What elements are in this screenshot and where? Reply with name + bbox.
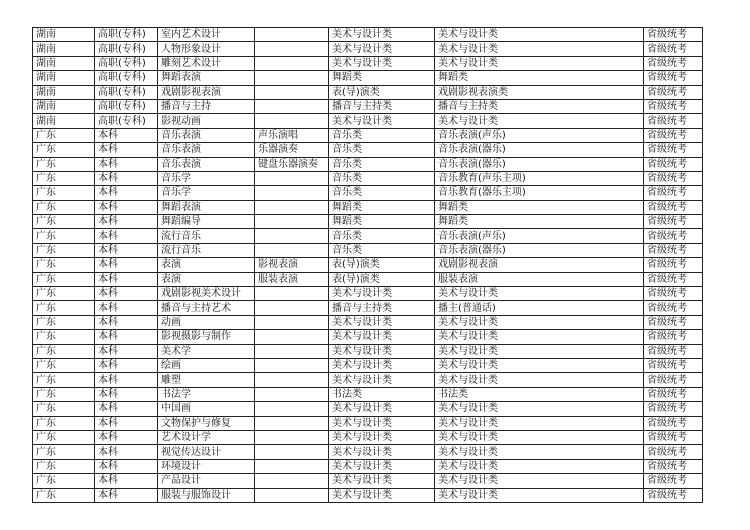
table-row xyxy=(33,143,703,157)
direction-cell xyxy=(255,330,329,344)
exam-type-cell: 省级统考 xyxy=(644,330,703,344)
province-cell: 广东 xyxy=(33,186,95,200)
table-row xyxy=(33,330,703,344)
exam-category-cell: 美术与设计类 xyxy=(435,114,644,128)
direction-cell xyxy=(255,229,329,243)
province-cell: 湖南 xyxy=(33,28,95,42)
major-cell: 音乐表演 xyxy=(158,128,255,142)
table-row xyxy=(33,215,703,229)
category-cell: 美术与设计类 xyxy=(329,28,435,42)
province-cell: 广东 xyxy=(33,229,95,243)
level-cell: 高职(专科) xyxy=(95,99,158,113)
table-row xyxy=(33,474,703,488)
exam-type-cell: 省级统考 xyxy=(644,114,703,128)
major-cell: 视觉传达设计 xyxy=(158,445,255,459)
category-cell: 播音与主持类 xyxy=(329,99,435,113)
level-cell: 本科 xyxy=(95,287,158,301)
table-row xyxy=(33,56,703,70)
exam-type-cell: 省级统考 xyxy=(644,387,703,401)
direction-cell xyxy=(255,243,329,257)
province-cell: 广东 xyxy=(33,200,95,214)
category-cell: 美术与设计类 xyxy=(329,344,435,358)
major-cell: 戏剧影视美术设计 xyxy=(158,287,255,301)
exam-category-cell: 美术与设计类 xyxy=(435,287,644,301)
province-cell: 广东 xyxy=(33,171,95,185)
category-cell: 舞蹈类 xyxy=(329,215,435,229)
exam-category-cell: 音乐表演(器乐) xyxy=(435,243,644,257)
category-cell: 播音与主持类 xyxy=(329,301,435,315)
direction-cell xyxy=(255,28,329,42)
exam-category-cell: 美术与设计类 xyxy=(435,416,644,430)
exam-type-cell: 省级统考 xyxy=(644,56,703,70)
major-cell: 舞蹈编导 xyxy=(158,215,255,229)
province-cell: 广东 xyxy=(33,358,95,372)
level-cell: 高职(专科) xyxy=(95,114,158,128)
exam-type-cell: 省级统考 xyxy=(644,128,703,142)
direction-cell xyxy=(255,215,329,229)
category-cell: 美术与设计类 xyxy=(329,56,435,70)
category-cell: 表(导)演类 xyxy=(329,258,435,272)
major-cell: 文物保护与修复 xyxy=(158,416,255,430)
direction-cell xyxy=(255,56,329,70)
major-cell: 音乐学 xyxy=(158,186,255,200)
table-body xyxy=(33,28,703,503)
exam-type-cell: 省级统考 xyxy=(644,272,703,286)
level-cell: 本科 xyxy=(95,229,158,243)
exam-type-cell: 省级统考 xyxy=(644,143,703,157)
exam-type-cell: 省级统考 xyxy=(644,28,703,42)
table-row xyxy=(33,459,703,473)
exam-type-cell: 省级统考 xyxy=(644,200,703,214)
table-row xyxy=(33,287,703,301)
table-row xyxy=(33,71,703,85)
province-cell: 广东 xyxy=(33,344,95,358)
table-row xyxy=(33,128,703,142)
direction-cell xyxy=(255,402,329,416)
province-cell: 广东 xyxy=(33,488,95,502)
major-cell: 播音与主持 xyxy=(158,99,255,113)
province-cell: 广东 xyxy=(33,315,95,329)
direction-cell: 影视表演 xyxy=(255,258,329,272)
category-cell: 音乐类 xyxy=(329,243,435,257)
exam-category-cell: 美术与设计类 xyxy=(435,488,644,502)
direction-cell xyxy=(255,358,329,372)
level-cell: 本科 xyxy=(95,301,158,315)
level-cell: 本科 xyxy=(95,474,158,488)
table-row xyxy=(33,171,703,185)
major-cell: 影视动画 xyxy=(158,114,255,128)
province-cell: 广东 xyxy=(33,373,95,387)
exam-type-cell: 省级统考 xyxy=(644,358,703,372)
table-row xyxy=(33,186,703,200)
table-row xyxy=(33,114,703,128)
category-cell: 美术与设计类 xyxy=(329,445,435,459)
province-cell: 广东 xyxy=(33,459,95,473)
direction-cell xyxy=(255,42,329,56)
exam-category-cell: 播主(普通话) xyxy=(435,301,644,315)
table-row xyxy=(33,387,703,401)
major-cell: 流行音乐 xyxy=(158,243,255,257)
category-cell: 美术与设计类 xyxy=(329,287,435,301)
major-cell: 影视摄影与制作 xyxy=(158,330,255,344)
major-cell: 艺术设计学 xyxy=(158,430,255,444)
table-row xyxy=(33,28,703,42)
major-cell: 播音与主持艺术 xyxy=(158,301,255,315)
level-cell: 本科 xyxy=(95,258,158,272)
exam-type-cell: 省级统考 xyxy=(644,71,703,85)
exam-type-cell: 省级统考 xyxy=(644,474,703,488)
category-cell: 表(导)演类 xyxy=(329,85,435,99)
major-cell: 流行音乐 xyxy=(158,229,255,243)
exam-category-cell: 舞蹈类 xyxy=(435,71,644,85)
exam-category-cell: 戏剧影视表演类 xyxy=(435,85,644,99)
major-cell: 人物形象设计 xyxy=(158,42,255,56)
province-cell: 湖南 xyxy=(33,42,95,56)
exam-type-cell: 省级统考 xyxy=(644,85,703,99)
exam-category-cell: 音乐表演(器乐) xyxy=(435,157,644,171)
level-cell: 本科 xyxy=(95,315,158,329)
level-cell: 本科 xyxy=(95,157,158,171)
direction-cell xyxy=(255,459,329,473)
major-cell: 雕刻艺术设计 xyxy=(158,56,255,70)
direction-cell: 声乐演唱 xyxy=(255,128,329,142)
level-cell: 本科 xyxy=(95,358,158,372)
major-cell: 美术学 xyxy=(158,344,255,358)
direction-cell: 乐器演奏 xyxy=(255,143,329,157)
major-cell: 书法学 xyxy=(158,387,255,401)
exam-category-cell: 美术与设计类 xyxy=(435,445,644,459)
category-cell: 美术与设计类 xyxy=(329,402,435,416)
category-cell: 美术与设计类 xyxy=(329,416,435,430)
table-row xyxy=(33,315,703,329)
province-cell: 广东 xyxy=(33,430,95,444)
province-cell: 广东 xyxy=(33,243,95,257)
province-cell: 广东 xyxy=(33,330,95,344)
direction-cell xyxy=(255,200,329,214)
province-cell: 湖南 xyxy=(33,85,95,99)
major-cell: 雕塑 xyxy=(158,373,255,387)
category-cell: 音乐类 xyxy=(329,186,435,200)
category-cell: 美术与设计类 xyxy=(329,114,435,128)
major-cell: 绘画 xyxy=(158,358,255,372)
table-row xyxy=(33,85,703,99)
province-cell: 广东 xyxy=(33,258,95,272)
level-cell: 高职(专科) xyxy=(95,56,158,70)
exam-category-cell: 音乐表演(声乐) xyxy=(435,128,644,142)
major-cell: 舞蹈表演 xyxy=(158,200,255,214)
province-cell: 广东 xyxy=(33,272,95,286)
direction-cell xyxy=(255,114,329,128)
category-cell: 美术与设计类 xyxy=(329,42,435,56)
level-cell: 高职(专科) xyxy=(95,71,158,85)
level-cell: 本科 xyxy=(95,416,158,430)
major-cell: 动画 xyxy=(158,315,255,329)
level-cell: 本科 xyxy=(95,200,158,214)
province-cell: 广东 xyxy=(33,143,95,157)
major-cell: 表演 xyxy=(158,258,255,272)
major-cell: 环境设计 xyxy=(158,459,255,473)
province-cell: 广东 xyxy=(33,215,95,229)
category-cell: 美术与设计类 xyxy=(329,474,435,488)
direction-cell xyxy=(255,344,329,358)
table-row xyxy=(33,301,703,315)
major-cell: 服装与服饰设计 xyxy=(158,488,255,502)
exam-category-cell: 美术与设计类 xyxy=(435,402,644,416)
exam-category-cell: 音乐表演(声乐) xyxy=(435,229,644,243)
level-cell: 本科 xyxy=(95,143,158,157)
direction-cell xyxy=(255,71,329,85)
exam-type-cell: 省级统考 xyxy=(644,229,703,243)
direction-cell: 键盘乐器演奏 xyxy=(255,157,329,171)
level-cell: 本科 xyxy=(95,387,158,401)
province-cell: 广东 xyxy=(33,387,95,401)
major-cell: 表演 xyxy=(158,272,255,286)
table-row xyxy=(33,272,703,286)
exam-type-cell: 省级统考 xyxy=(644,315,703,329)
exam-category-cell: 美术与设计类 xyxy=(435,474,644,488)
direction-cell xyxy=(255,373,329,387)
exam-category-cell: 音乐教育(声乐主项) xyxy=(435,171,644,185)
category-cell: 舞蹈类 xyxy=(329,200,435,214)
direction-cell xyxy=(255,315,329,329)
level-cell: 高职(专科) xyxy=(95,42,158,56)
exam-category-cell: 美术与设计类 xyxy=(435,28,644,42)
category-cell: 音乐类 xyxy=(329,128,435,142)
table-row xyxy=(33,157,703,171)
level-cell: 本科 xyxy=(95,344,158,358)
exam-type-cell: 省级统考 xyxy=(644,301,703,315)
province-cell: 广东 xyxy=(33,128,95,142)
level-cell: 本科 xyxy=(95,272,158,286)
major-cell: 音乐学 xyxy=(158,171,255,185)
province-cell: 湖南 xyxy=(33,56,95,70)
level-cell: 本科 xyxy=(95,128,158,142)
table-row xyxy=(33,445,703,459)
province-cell: 广东 xyxy=(33,402,95,416)
category-cell: 音乐类 xyxy=(329,229,435,243)
category-cell: 音乐类 xyxy=(329,157,435,171)
direction-cell xyxy=(255,488,329,502)
direction-cell xyxy=(255,85,329,99)
category-cell: 音乐类 xyxy=(329,143,435,157)
major-cell: 音乐表演 xyxy=(158,157,255,171)
level-cell: 本科 xyxy=(95,330,158,344)
exam-category-cell: 美术与设计类 xyxy=(435,373,644,387)
level-cell: 本科 xyxy=(95,430,158,444)
exam-category-cell: 舞蹈类 xyxy=(435,200,644,214)
major-cell: 产品设计 xyxy=(158,474,255,488)
exam-category-cell: 书法类 xyxy=(435,387,644,401)
exam-category-cell: 美术与设计类 xyxy=(435,344,644,358)
major-cell: 戏剧影视表演 xyxy=(158,85,255,99)
exam-category-cell: 播音与主持类 xyxy=(435,99,644,113)
major-cell: 中国画 xyxy=(158,402,255,416)
province-cell: 广东 xyxy=(33,416,95,430)
exam-type-cell: 省级统考 xyxy=(644,186,703,200)
province-cell: 广东 xyxy=(33,474,95,488)
exam-category-cell: 美术与设计类 xyxy=(435,358,644,372)
category-cell: 表(导)演类 xyxy=(329,272,435,286)
province-cell: 湖南 xyxy=(33,71,95,85)
table-row xyxy=(33,42,703,56)
level-cell: 本科 xyxy=(95,373,158,387)
table-row xyxy=(33,258,703,272)
exam-type-cell: 省级统考 xyxy=(644,488,703,502)
level-cell: 本科 xyxy=(95,215,158,229)
exam-category-cell: 美术与设计类 xyxy=(435,430,644,444)
major-cell: 音乐表演 xyxy=(158,143,255,157)
province-cell: 湖南 xyxy=(33,114,95,128)
exam-category-cell: 美术与设计类 xyxy=(435,56,644,70)
exam-category-cell: 舞蹈类 xyxy=(435,215,644,229)
exam-type-cell: 省级统考 xyxy=(644,157,703,171)
level-cell: 本科 xyxy=(95,402,158,416)
category-cell: 美术与设计类 xyxy=(329,488,435,502)
table-row xyxy=(33,416,703,430)
exam-category-cell: 美术与设计类 xyxy=(435,459,644,473)
level-cell: 本科 xyxy=(95,186,158,200)
category-cell: 音乐类 xyxy=(329,171,435,185)
province-cell: 湖南 xyxy=(33,99,95,113)
exam-type-cell: 省级统考 xyxy=(644,445,703,459)
exam-type-cell: 省级统考 xyxy=(644,344,703,358)
exam-category-cell: 音乐表演(器乐) xyxy=(435,143,644,157)
category-cell: 舞蹈类 xyxy=(329,71,435,85)
major-cell: 室内艺术设计 xyxy=(158,28,255,42)
exam-type-cell: 省级统考 xyxy=(644,258,703,272)
category-cell: 美术与设计类 xyxy=(329,373,435,387)
province-cell: 广东 xyxy=(33,445,95,459)
table-row xyxy=(33,358,703,372)
exam-type-cell: 省级统考 xyxy=(644,243,703,257)
province-cell: 广东 xyxy=(33,287,95,301)
exam-type-cell: 省级统考 xyxy=(644,373,703,387)
table-row xyxy=(33,229,703,243)
major-cell: 舞蹈表演 xyxy=(158,71,255,85)
level-cell: 高职(专科) xyxy=(95,28,158,42)
category-cell: 书法类 xyxy=(329,387,435,401)
exam-type-cell: 省级统考 xyxy=(644,430,703,444)
exam-category-cell: 美术与设计类 xyxy=(435,42,644,56)
category-cell: 美术与设计类 xyxy=(329,358,435,372)
table-row xyxy=(33,488,703,502)
level-cell: 高职(专科) xyxy=(95,85,158,99)
exam-type-cell: 省级统考 xyxy=(644,402,703,416)
level-cell: 本科 xyxy=(95,243,158,257)
direction-cell xyxy=(255,430,329,444)
table-row xyxy=(33,99,703,113)
level-cell: 本科 xyxy=(95,459,158,473)
direction-cell xyxy=(255,474,329,488)
province-cell: 广东 xyxy=(33,157,95,171)
direction-cell xyxy=(255,445,329,459)
table-row xyxy=(33,344,703,358)
exam-type-cell: 省级统考 xyxy=(644,99,703,113)
table-row xyxy=(33,243,703,257)
exam-type-cell: 省级统考 xyxy=(644,215,703,229)
exam-type-cell: 省级统考 xyxy=(644,287,703,301)
direction-cell: 服装表演 xyxy=(255,272,329,286)
direction-cell xyxy=(255,99,329,113)
exam-type-cell: 省级统考 xyxy=(644,42,703,56)
direction-cell xyxy=(255,387,329,401)
direction-cell xyxy=(255,287,329,301)
category-cell: 美术与设计类 xyxy=(329,459,435,473)
table-row xyxy=(33,200,703,214)
level-cell: 本科 xyxy=(95,171,158,185)
exam-category-cell: 美术与设计类 xyxy=(435,315,644,329)
category-cell: 美术与设计类 xyxy=(329,330,435,344)
level-cell: 本科 xyxy=(95,445,158,459)
exam-type-cell: 省级统考 xyxy=(644,416,703,430)
admissions-table xyxy=(32,27,703,503)
exam-type-cell: 省级统考 xyxy=(644,171,703,185)
direction-cell xyxy=(255,301,329,315)
table-row xyxy=(33,402,703,416)
exam-type-cell: 省级统考 xyxy=(644,459,703,473)
direction-cell xyxy=(255,186,329,200)
exam-category-cell: 美术与设计类 xyxy=(435,330,644,344)
category-cell: 美术与设计类 xyxy=(329,430,435,444)
exam-category-cell: 戏剧影视表演 xyxy=(435,258,644,272)
exam-category-cell: 音乐教育(器乐主项) xyxy=(435,186,644,200)
direction-cell xyxy=(255,171,329,185)
table-row xyxy=(33,373,703,387)
direction-cell xyxy=(255,416,329,430)
table-row xyxy=(33,430,703,444)
exam-category-cell: 服装表演 xyxy=(435,272,644,286)
category-cell: 美术与设计类 xyxy=(329,315,435,329)
level-cell: 本科 xyxy=(95,488,158,502)
province-cell: 广东 xyxy=(33,301,95,315)
